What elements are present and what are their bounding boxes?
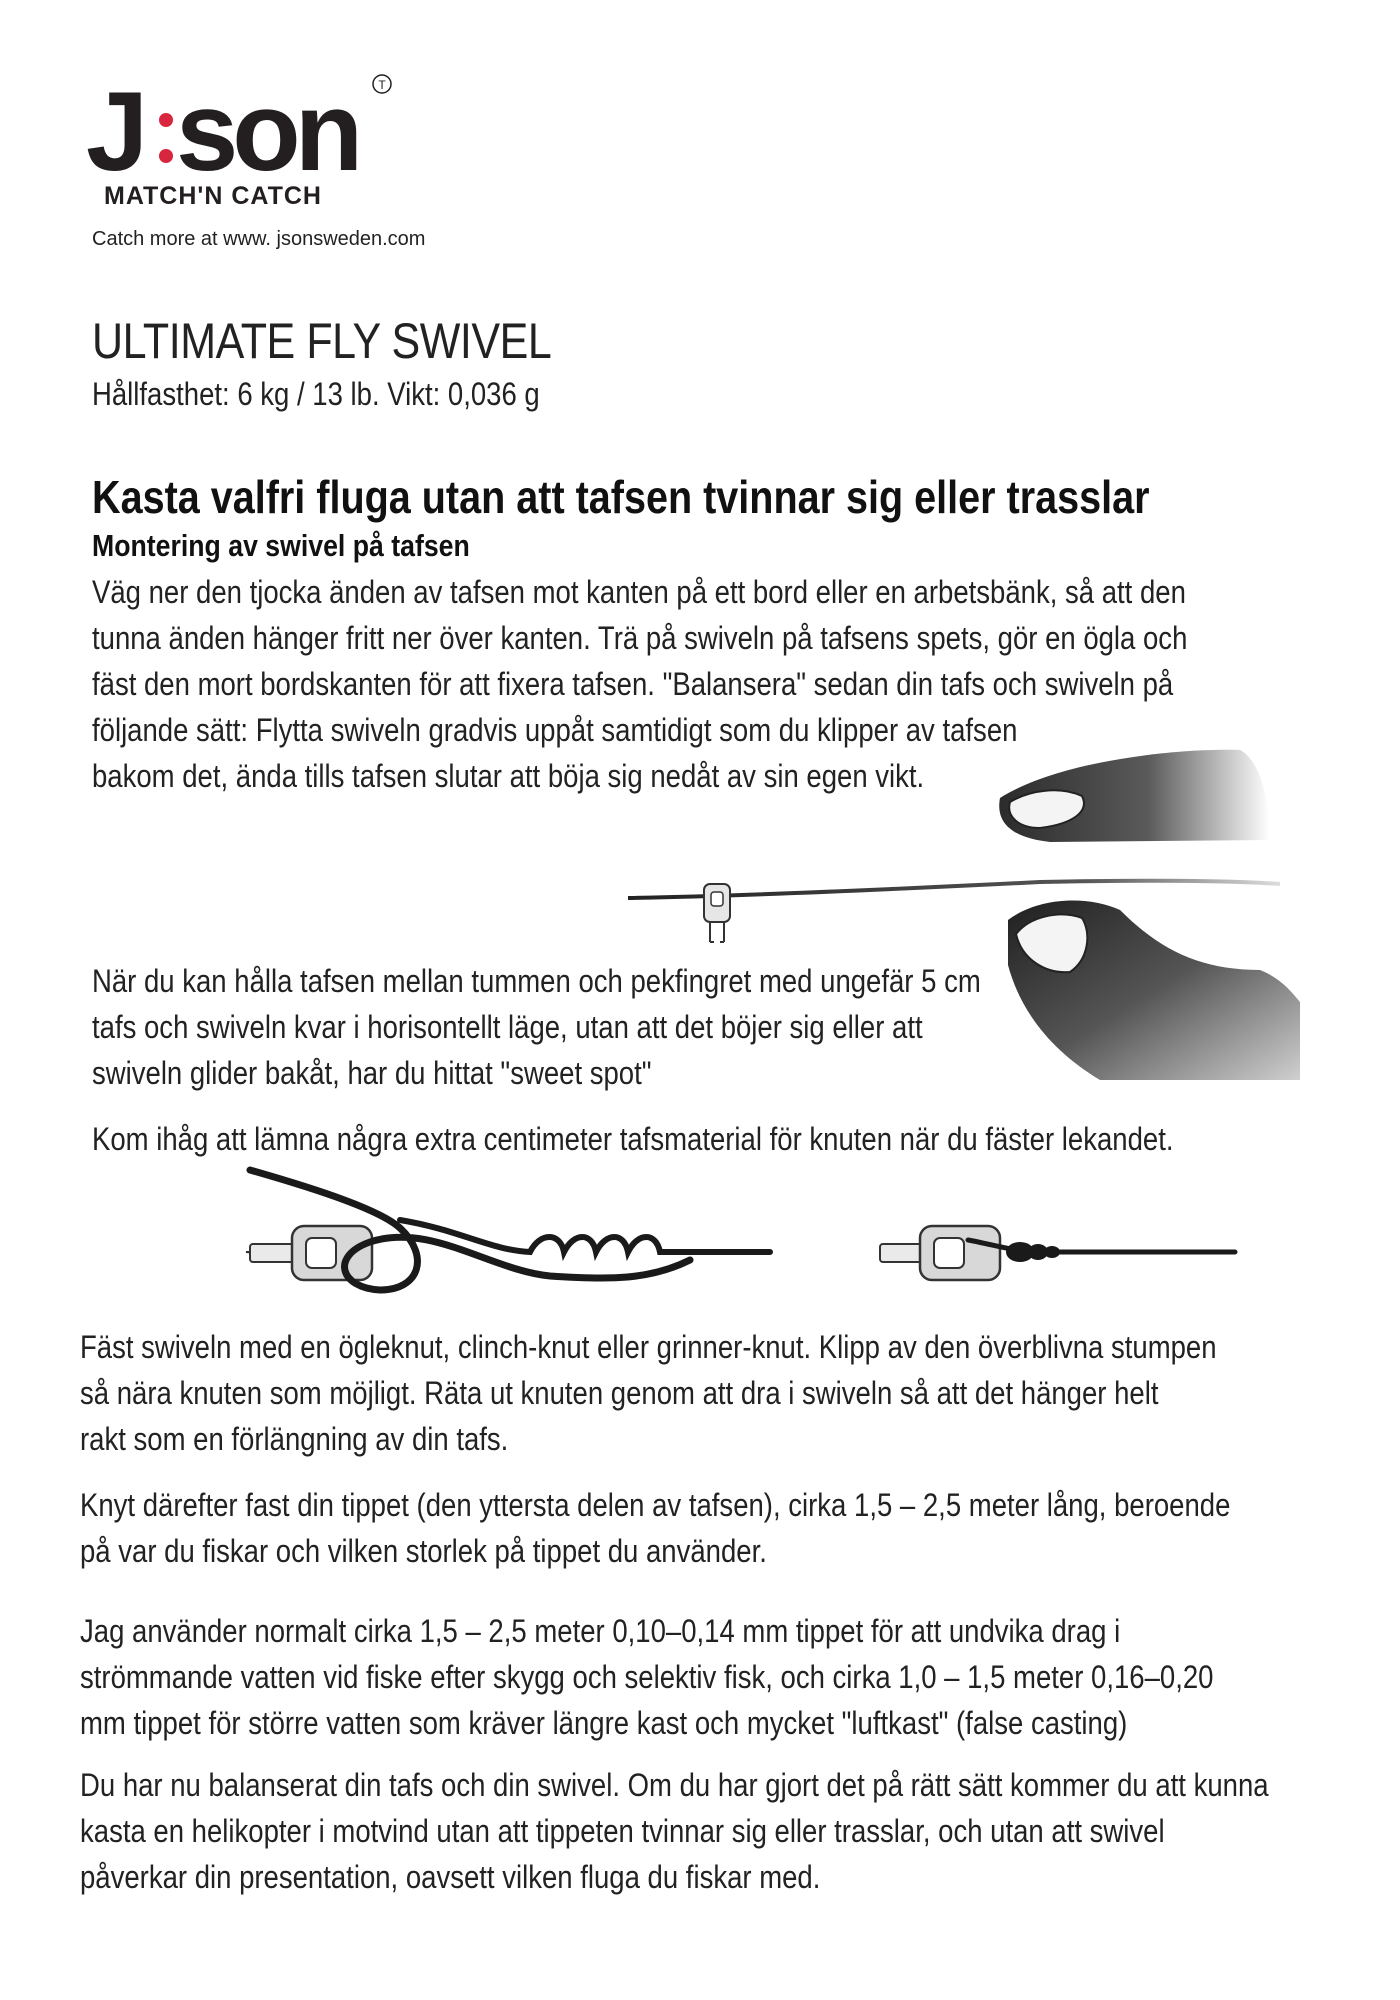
text-line: så nära knuten som möjligt. Räta ut knuten genom att dra i swiveln så att det hänger helt bbox=[80, 1375, 1159, 1411]
tied-knot-illustration bbox=[880, 1226, 1235, 1280]
text-line: mm tippet för större vatten som kräver längre kast och mycket "luftkast" (false casting) bbox=[80, 1705, 1128, 1741]
product-spec: Hållfasthet: 6 kg / 13 lb. Vikt: 0,036 g bbox=[92, 376, 540, 412]
logo-dot-bottom bbox=[159, 149, 173, 163]
text-line: När du kan hålla tafsen mellan tummen och pekfingret med ungefär 5 cm bbox=[92, 963, 981, 999]
text-line: Knyt därefter fast din tippet (den yttersta delen av tafsen), cirka 1,5 – 2,5 meter lång, beroende bbox=[80, 1487, 1231, 1523]
paragraph-extra-material bbox=[92, 1116, 1173, 1162]
product-title: ULTIMATE FLY SWIVEL bbox=[92, 313, 552, 369]
brand-logo bbox=[84, 64, 404, 214]
logo-j: J bbox=[86, 69, 143, 194]
trademark-letter: T bbox=[378, 78, 386, 92]
tagline: Catch more at www. jsonsweden.com bbox=[92, 228, 426, 250]
text-line: Kom ihåg att lämna några extra centimeter tafsmaterial för knuten när du fäster lekandet. bbox=[92, 1121, 1174, 1157]
knot-illustrations bbox=[230, 1160, 1290, 1310]
text-line: på var du fiskar och vilken storlek på tippet du använder. bbox=[80, 1533, 767, 1569]
text-line: Jag använder normalt cirka 1,5 – 2,5 meter 0,10–0,14 mm tippet för att undvika drag i bbox=[80, 1613, 1121, 1649]
text-line: följande sätt: Flytta swiveln gradvis uppåt samtidigt som du klipper av tafsen bbox=[92, 712, 1018, 748]
loose-knot-illustration bbox=[246, 1170, 770, 1290]
paragraph-tippet-usage bbox=[80, 1608, 1213, 1746]
text-line: Fäst swiveln med en ögleknut, clinch-knut eller grinner-knut. Klipp av den överblivna stumpen bbox=[80, 1329, 1217, 1365]
text-line: rakt som en förlängning av din tafs. bbox=[80, 1421, 509, 1457]
text-line: fäst den mort bordskanten för att fixera tafsen. "Balansera" sedan din tafs och swiveln på bbox=[92, 666, 1174, 702]
logo-son: son bbox=[176, 69, 358, 194]
paragraph-attach-knot bbox=[80, 1324, 1217, 1462]
text-line: bakom det, ända tills tafsen slutar att böja sig nedåt av sin egen vikt. bbox=[92, 758, 925, 794]
text-line: tunna änden hänger fritt ner över kanten. Trä på swiveln på tafsens spets, gör en ögla och bbox=[92, 620, 1188, 656]
paragraph-tippet bbox=[80, 1482, 1230, 1574]
swivel-icon bbox=[704, 884, 730, 942]
section-headline: Kasta valfri fluga utan att tafsen tvinnar sig eller trasslar bbox=[92, 471, 1150, 523]
section-subhead: Montering av swivel på tafsen bbox=[92, 528, 470, 563]
text-line: tafs och swiveln kvar i horisontellt läge, utan att det böjer sig eller att bbox=[92, 1009, 923, 1045]
paragraph-conclusion bbox=[80, 1762, 1269, 1900]
logo-subtitle: MATCH'N CATCH bbox=[104, 182, 322, 210]
logo-dot-top bbox=[159, 113, 173, 127]
text-line: påverkar din presentation, oavsett vilken fluga du fiskar med. bbox=[80, 1859, 821, 1895]
text-line: kasta en helikopter i motvind utan att tippeten tvinnar sig eller trasslar, och utan att swivel bbox=[80, 1813, 1165, 1849]
paragraph-sweet-spot bbox=[92, 958, 981, 1096]
text-line: Väg ner den tjocka änden av tafsen mot kanten på ett bord eller en arbetsbänk, så att den bbox=[92, 574, 1186, 610]
text-line: swiveln glider bakåt, har du hittat "sweet spot" bbox=[92, 1055, 652, 1091]
text-line: strömmande vatten vid fiske efter skygg och selektiv fisk, och cirka 1,0 – 1,5 meter 0,16–0,20 bbox=[80, 1659, 1214, 1695]
text-line: Du har nu balanserat din tafs och din swivel. Om du har gjort det på rätt sätt kommer du att kunna bbox=[80, 1767, 1269, 1803]
